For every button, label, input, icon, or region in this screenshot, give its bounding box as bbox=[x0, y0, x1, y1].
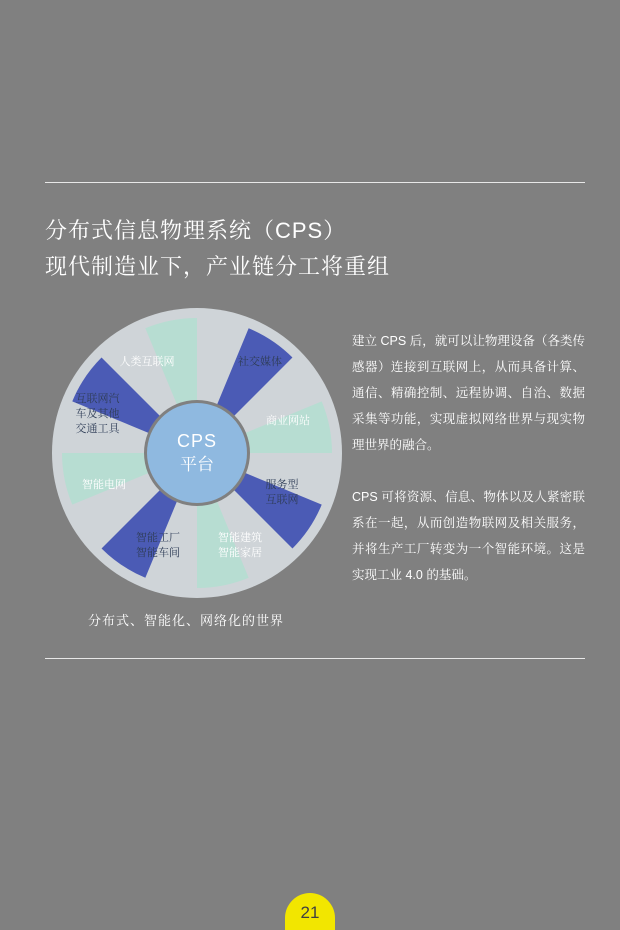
segment-label-business-site: 商业网站 bbox=[266, 415, 310, 427]
body-paragraph-1: 建立 CPS 后，就可以让物理设备（各类传感器）连接到互联网上，从而具备计算、通信、精确控制、远程协调、自治、数据采集等功能，实现虚拟网络世界与现实物理世界的融合。 bbox=[352, 334, 585, 452]
hub-label-line-1: CPS bbox=[176, 431, 217, 451]
cps-hub bbox=[147, 403, 247, 503]
segment-label-smart-factory: 智能工厂 智能车间 bbox=[136, 532, 180, 559]
segment-label-human-internet: 人类互联网 bbox=[119, 356, 175, 368]
diagram-caption: 分布式、智能化、网络化的世界 bbox=[88, 613, 285, 628]
cps-donut-diagram bbox=[52, 308, 342, 598]
segment-label-internet-vehicles: 互联网汽 车及其他 交通工具 bbox=[75, 393, 120, 435]
divider-bottom bbox=[45, 658, 585, 659]
segment-label-service-internet: 服务型 互联网 bbox=[265, 479, 299, 506]
segment-label-smart-building: 智能建筑 智能家居 bbox=[218, 532, 262, 559]
body-paragraph-2: CPS 可将资源、信息、物体以及人紧密联系在一起，从而创造物联网及相关服务，并将生产工厂转变为一个智能环境。这是实现工业 4.0 的基础。 bbox=[352, 490, 585, 582]
segment-label-smart-grid: 智能电网 bbox=[82, 479, 126, 491]
hub-label-line-2: 平台 bbox=[180, 455, 214, 474]
divider-top bbox=[45, 182, 585, 183]
page-title bbox=[45, 213, 585, 285]
title-line-1: 分布式信息物理系统（CPS） bbox=[45, 218, 347, 243]
page-number-badge: 21 bbox=[285, 893, 335, 930]
segment-label-social-media: 社交媒体 bbox=[238, 356, 282, 368]
title-line-2: 现代制造业下，产业链分工将重组 bbox=[45, 254, 391, 279]
body-text bbox=[352, 328, 585, 614]
